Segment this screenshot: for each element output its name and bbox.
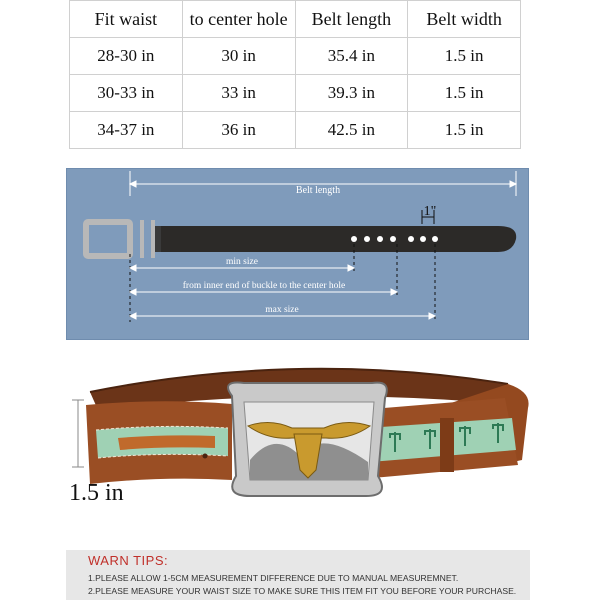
table-cell: 42.5 in — [295, 112, 408, 149]
table-cell: 1.5 in — [408, 112, 521, 149]
min-size-label: min size — [226, 257, 258, 267]
warn-tips-title: WARN TIPS: — [88, 553, 169, 568]
belt-width-label: 1.5 in — [69, 480, 124, 506]
belt-hole — [420, 236, 426, 242]
header-belt-width: Belt width — [408, 1, 521, 38]
belt-product-photo — [0, 360, 600, 545]
belt-hole — [364, 236, 370, 242]
belt-strap — [161, 226, 516, 252]
table-cell: 34-37 in — [70, 112, 183, 149]
warn-tip-line: 2.PLEASE MEASURE YOUR WAIST SIZE TO MAKE SURE THIS ITEM FIT YOU BEFORE YOUR PURCHASE. — [88, 586, 517, 596]
size-table-header-row — [70, 1, 521, 38]
table-cell: 30-33 in — [70, 75, 183, 112]
header-fit-waist: Fit waist — [70, 1, 183, 38]
belt-hole — [351, 236, 357, 242]
hole-spacing-label: 1" — [423, 204, 437, 219]
belt-length-label: Belt length — [295, 185, 341, 196]
warn-tips-box — [66, 550, 530, 600]
belt-hole — [390, 236, 396, 242]
table-cell: 35.4 in — [295, 38, 408, 75]
table-row — [70, 112, 521, 149]
longhorn-buckle — [228, 383, 387, 496]
belt-hole — [408, 236, 414, 242]
table-row — [70, 75, 521, 112]
header-center-hole: to center hole — [182, 1, 295, 38]
belt-measurement-diagram — [66, 168, 529, 340]
center-hole-label: from inner end of buckle to the center hole — [182, 281, 346, 291]
table-cell: 30 in — [182, 38, 295, 75]
max-size-label: max size — [265, 305, 299, 315]
table-cell: 33 in — [182, 75, 295, 112]
table-cell: 1.5 in — [408, 38, 521, 75]
belt-hole — [377, 236, 383, 242]
table-row — [70, 38, 521, 75]
belt-hole — [432, 236, 438, 242]
table-cell: 36 in — [182, 112, 295, 149]
width-bracket — [72, 400, 84, 467]
table-cell: 1.5 in — [408, 75, 521, 112]
table-cell: 39.3 in — [295, 75, 408, 112]
header-belt-length: Belt length — [295, 1, 408, 38]
size-table — [69, 0, 521, 149]
table-cell: 28-30 in — [70, 38, 183, 75]
warn-tip-line: 1.PLEASE ALLOW 1-5CM MEASUREMENT DIFFERENCE DUE TO MANUAL MEASUREMNET. — [88, 573, 459, 583]
